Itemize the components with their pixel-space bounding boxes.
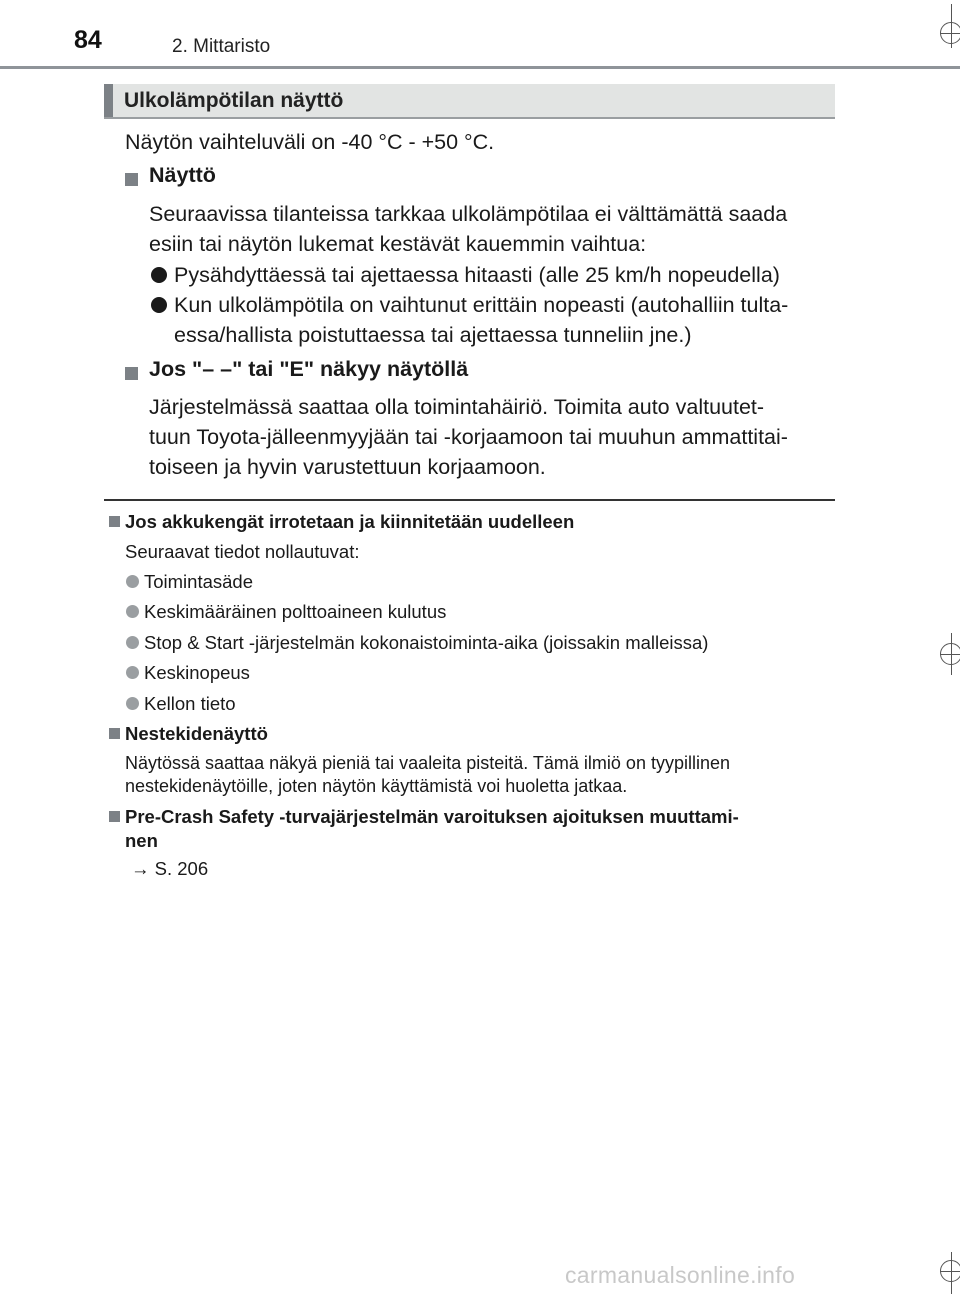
lcd-note-heading: Nestekidenäyttö <box>125 723 268 744</box>
section-title: Ulkolämpötilan näyttö <box>124 89 344 112</box>
section-title-bar <box>104 84 835 119</box>
square-bullet-icon <box>109 811 120 822</box>
header-rule <box>0 66 960 69</box>
crop-mark-mid-right-circle <box>940 643 960 665</box>
display-text-line2: esiin tai näytön lukemat kestävät kauemmin vaihtua: <box>149 232 647 256</box>
page-number: 84 <box>74 26 102 54</box>
round-bullet-icon <box>126 575 139 588</box>
display-heading: Näyttö <box>149 163 216 187</box>
round-bullet-icon <box>151 297 167 313</box>
battery-item-2: Keskimääräinen polttoaineen kulutus <box>144 601 447 622</box>
precrash-note-heading-line1: Pre-Crash Safety -turvajärjestelmän varoituksen ajoituksen muuttami- <box>125 806 739 827</box>
notes-divider <box>104 499 835 501</box>
error-text-line1: Järjestelmässä saattaa olla toimintahäiriö. Toimita auto valtuutet- <box>149 395 765 419</box>
error-text-line2: tuun Toyota-jälleenmyyjään tai -korjaamoon tai muuhun ammattitai- <box>149 425 788 449</box>
square-bullet-icon <box>125 367 138 380</box>
square-bullet-icon <box>109 516 120 527</box>
lcd-note-line2: nestekidenäytöille, joten näytön käyttämistä voi huoletta jatkaa. <box>125 776 628 796</box>
chapter-title: 2. Mittaristo <box>172 36 271 57</box>
display-bullet-1: Pysähdyttäessä tai ajettaessa hitaasti (alle 25 km/h nopeudella) <box>174 263 780 287</box>
precrash-reference-link[interactable]: → S. 206 <box>131 858 209 879</box>
battery-item-4: Keskinopeus <box>144 662 250 683</box>
watermark: carmanualsonline.info <box>565 1262 796 1288</box>
battery-item-3: Stop & Start -järjestelmän kokonaistoiminta-aika (joissakin malleissa) <box>144 632 709 653</box>
battery-note-intro: Seuraavat tiedot nollautuvat: <box>125 541 360 562</box>
section-intro: Näytön vaihteluväli on -40 °C - +50 °C. <box>125 130 495 154</box>
battery-item-1: Toimintasäde <box>144 571 254 592</box>
round-bullet-icon <box>126 636 139 649</box>
precrash-note-heading-line2: nen <box>125 830 158 851</box>
error-heading: Jos "– –" tai "E" näkyy näytöllä <box>149 357 469 381</box>
display-text-line1: Seuraavissa tilanteissa tarkkaa ulkolämpötilaa ei välttämättä saada <box>149 202 788 226</box>
lcd-note-line1: Näytössä saattaa näkyä pieniä tai vaaleita pisteitä. Tämä ilmiö on tyypillinen <box>125 753 730 773</box>
square-bullet-icon <box>125 173 138 186</box>
round-bullet-icon <box>126 666 139 679</box>
section-title-tab <box>104 84 113 117</box>
battery-note-heading: Jos akkukengät irrotetaan ja kiinnitetään uudelleen <box>125 511 575 532</box>
round-bullet-icon <box>151 267 167 283</box>
error-text-line3: toiseen ja hyvin varustettuun korjaamoon. <box>149 455 546 479</box>
crop-mark-top-right-circle <box>940 22 960 44</box>
display-bullet-2-line1: Kun ulkolämpötila on vaihtunut erittäin nopeasti (autohalliin tulta- <box>174 293 789 317</box>
battery-item-5: Kellon tieto <box>144 693 236 714</box>
crop-mark-bottom-right-circle <box>940 1260 960 1282</box>
display-bullet-2-line2: essa/hallista poistuttaessa tai ajettaessa tunneliin jne.) <box>174 323 692 347</box>
square-bullet-icon <box>109 728 120 739</box>
round-bullet-icon <box>126 697 139 710</box>
round-bullet-icon <box>126 605 139 618</box>
